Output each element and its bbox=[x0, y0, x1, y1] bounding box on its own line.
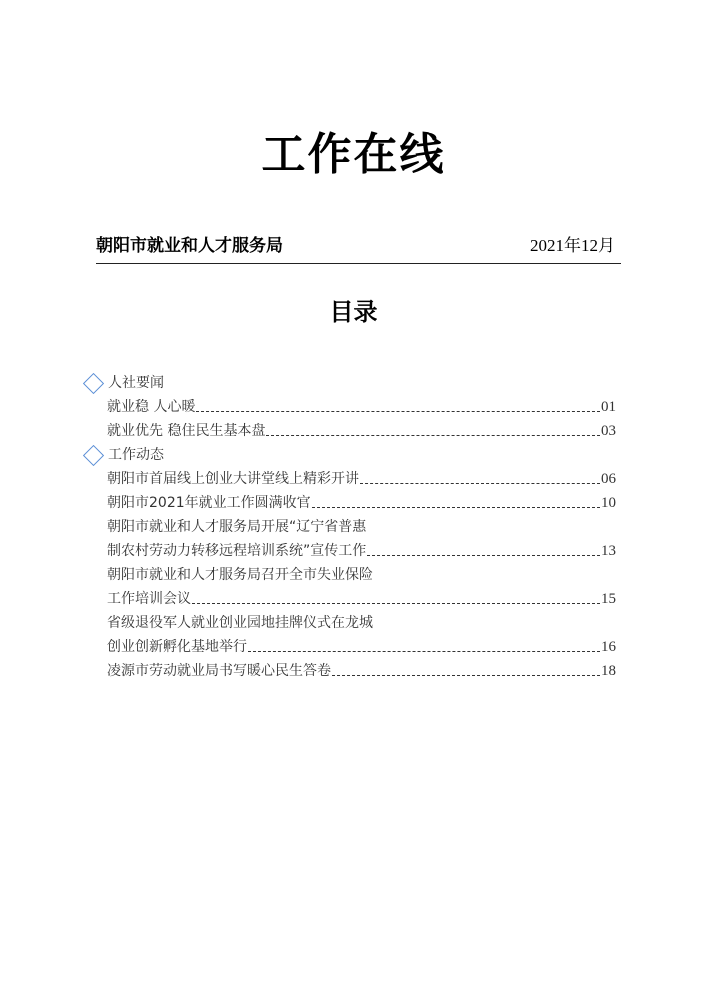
toc-entry[interactable] bbox=[107, 659, 616, 683]
entry-title-line[interactable]: 朝阳市就业和人才服务局召开全市失业保险 bbox=[107, 567, 373, 583]
issue-date: 2021年12月 bbox=[530, 236, 615, 255]
toc-entry[interactable] bbox=[107, 539, 616, 563]
entry-title-line[interactable]: 朝阳市就业和人才服务局开展“辽宁省普惠 bbox=[107, 519, 367, 535]
entry-title: 凌源市劳动就业局书写暖心民生答卷 bbox=[107, 663, 331, 679]
page-number: 13 bbox=[601, 543, 616, 559]
diamond-bullet-icon bbox=[83, 445, 104, 466]
page-number: 15 bbox=[601, 591, 616, 607]
dot-leader bbox=[332, 675, 600, 676]
organization-name: 朝阳市就业和人才服务局 bbox=[96, 236, 283, 256]
dot-leader bbox=[360, 483, 600, 484]
entry-title: 创业创新孵化基地举行 bbox=[107, 639, 247, 655]
entry-title: 制农村劳动力转移远程培训系统”宣传工作 bbox=[107, 543, 367, 559]
toc-heading: 目录 bbox=[329, 298, 378, 326]
toc-section bbox=[108, 371, 616, 395]
dot-leader bbox=[196, 411, 600, 412]
dot-leader bbox=[266, 435, 600, 436]
page-number: 10 bbox=[601, 495, 616, 511]
dot-leader bbox=[192, 603, 600, 604]
entry-title: 就业优先 稳住民生基本盘 bbox=[107, 423, 266, 439]
entry-title: 朝阳市首届线上创业大讲堂线上精彩开讲 bbox=[107, 471, 359, 487]
toc-entry[interactable] bbox=[107, 395, 616, 419]
toc-entry[interactable] bbox=[107, 491, 616, 515]
toc-entry[interactable] bbox=[107, 635, 616, 659]
header-divider bbox=[96, 263, 621, 264]
entry-title: 就业稳 人心暖 bbox=[107, 399, 196, 415]
section-title: 人社要闻 bbox=[108, 375, 164, 391]
entry-title: 朝阳市2021年就业工作圆满收官 bbox=[107, 495, 311, 511]
entry-title: 工作培训会议 bbox=[107, 591, 191, 607]
entry-title-line[interactable]: 省级退役军人就业创业园地挂牌仪式在龙城 bbox=[107, 615, 373, 631]
page-number: 16 bbox=[601, 639, 616, 655]
toc-section bbox=[108, 443, 616, 467]
page-title: 工作在线 bbox=[261, 129, 446, 180]
dot-leader bbox=[367, 555, 600, 556]
toc-entry[interactable] bbox=[107, 419, 616, 443]
page-number: 18 bbox=[601, 663, 616, 679]
page-number: 06 bbox=[601, 471, 616, 487]
toc-entry[interactable] bbox=[107, 467, 616, 491]
page-number: 03 bbox=[601, 423, 616, 439]
table-of-contents bbox=[107, 371, 616, 683]
diamond-bullet-icon bbox=[83, 373, 104, 394]
section-title: 工作动态 bbox=[108, 447, 164, 463]
toc-entry[interactable] bbox=[107, 587, 616, 611]
dot-leader bbox=[248, 651, 600, 652]
dot-leader bbox=[312, 507, 600, 508]
page-number: 01 bbox=[601, 399, 616, 415]
